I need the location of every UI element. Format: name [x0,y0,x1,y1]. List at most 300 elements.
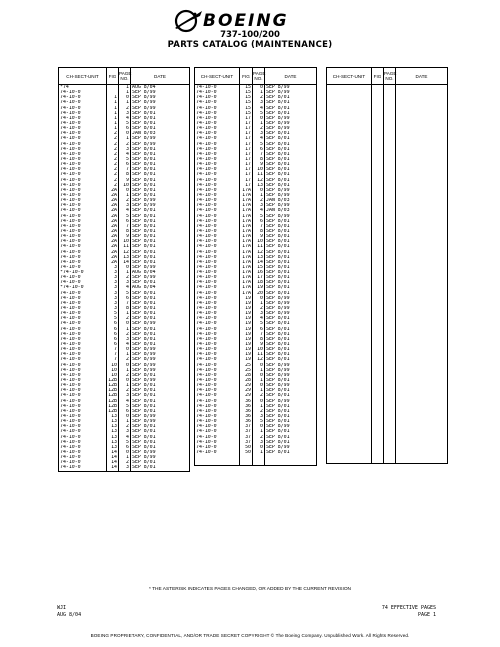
page-cell: 12 [119,250,131,255]
chapter-cell: 74-10-0 [59,357,107,362]
chapter-cell: 74-10-0 [195,306,240,311]
chapter-cell: *74-10-0 [59,270,107,275]
page-cell: 7 [253,224,265,229]
chapter-cell: 74-10-0 [195,85,240,91]
date-cell: SEP 8/99 [131,419,190,424]
chapter-cell: 74-10-0 [59,275,107,280]
page-cell: 11 [119,244,131,249]
fig-cell: 19 [240,347,253,352]
fig-cell: 2A [107,260,119,265]
fig-cell: 13 [107,445,119,450]
chapter-cell: 74-10-0 [195,296,240,301]
chapter-cell: 74-10-0 [59,393,107,398]
fig-cell: 3 [107,296,119,301]
page-cell: 13 [253,183,265,188]
date-cell: SEP 8/01 [131,178,190,183]
fig-cell: 14 [107,450,119,455]
date-cell: SEP 8/99 [131,414,190,419]
date-cell: SEP 8/01 [131,234,190,239]
page-cell: 0 [253,445,265,450]
date-cell: SEP 8/01 [265,152,317,157]
page-cell: 3 [119,203,131,208]
page-cell: 3 [253,131,265,136]
page-cell: 0 [119,450,131,455]
chapter-cell: 74-10-0 [195,167,240,172]
date-cell: SEP 8/01 [265,450,317,455]
date-cell: SEP 8/01 [265,131,317,136]
fig-cell: 28 [240,373,253,378]
chapter-cell: 74-10-0 [59,378,107,383]
chapter-cell: 74-10-0 [59,388,107,393]
fig-cell: 1 [107,111,119,116]
date-cell: SEP 8/01 [265,239,317,244]
date-cell: SEP 8/01 [131,167,190,172]
table-row [327,459,448,464]
page-cell: 20 [253,291,265,296]
date-cell: SEP 8/01 [265,142,317,147]
page-cell: 14 [253,260,265,265]
date-cell: SEP 8/01 [265,321,317,326]
date-cell: SEP 8/01 [131,219,190,224]
fig-cell: 17A [240,193,253,198]
date-cell: SEP 8/99 [265,85,317,91]
page-cell: 11 [253,244,265,249]
date-cell: SEP 8/01 [131,188,190,193]
date-cell: SEP 8/99 [131,378,190,383]
chapter-cell: 74-10-0 [195,111,240,116]
date-cell: SEP 8/01 [131,460,190,465]
page-cell: 4 [119,435,131,440]
fig-cell: 2A [107,214,119,219]
page-cell: 6 [119,219,131,224]
chapter-cell: 74-10-0 [59,121,107,126]
date-cell: SEP 8/01 [131,445,190,450]
fig-cell: 17A [240,270,253,275]
page-cell: 2 [119,357,131,362]
chapter-cell: 74-10-0 [195,95,240,100]
page-cell: 1 [119,419,131,424]
chapter-cell: 74-10-0 [59,126,107,131]
date-cell: AUG 8/04 [131,85,190,91]
table-row [195,460,317,465]
page-cell: 1 [253,368,265,373]
page-cell: 8 [253,229,265,234]
fig-cell: 12B [108,403,117,409]
col-header-fig: FIG [372,68,384,85]
fig-cell: 3 [107,285,119,290]
chapter-cell: 74-10-0 [195,136,240,141]
fig-cell: 17A [240,214,253,219]
date-cell: SEP 8/99 [265,203,317,208]
chapter-cell: 74-10-0 [195,368,240,373]
chapter-cell: 74-10-0 [59,208,107,213]
date-cell: SEP 8/99 [265,306,317,311]
date-cell: SEP 8/99 [131,198,190,203]
date-cell: SEP 8/01 [131,239,190,244]
fig-cell: 5 [107,316,119,321]
fig-cell: 2 [107,162,119,167]
chapter-cell: 74-10-0 [195,152,240,157]
fig-cell: 19 [240,342,253,347]
date-cell: SEP 8/99 [131,352,190,357]
chapter-cell: 74-10-0 [59,203,107,208]
date-cell: SEP 8/01 [131,244,190,249]
page-cell: 1 [119,136,131,141]
catalog-title: PARTS CATALOG (MAINTENANCE) [167,40,333,50]
col-header-chapter: CH-SECT-UNIT [327,68,372,85]
fig-cell: 17A [240,224,253,229]
date-cell: SEP 8/01 [131,291,190,296]
chapter-cell: 74-10-0 [195,409,240,414]
date-cell: SEP 8/01 [265,435,317,440]
page-cell: 5 [119,404,131,409]
fig-cell: 37 [240,435,253,440]
chapter-cell: 74-10-0 [195,419,240,424]
fig-cell: 37 [240,429,253,434]
date-cell: SEP 8/99 [265,90,317,95]
chapter-cell: 74-10-0 [59,383,107,388]
page-cell: 5 [253,321,265,326]
fig-cell: 19 [240,311,253,316]
page-cell: 1 [119,368,131,373]
chapter-cell: 74-10-0 [195,250,240,255]
date-cell: SEP 8/01 [131,465,190,471]
date-cell: SEP 8/99 [131,347,190,352]
date-cell: SEP 8/99 [131,106,190,111]
page-cell: 12 [253,250,265,255]
fig-cell: 36 [240,419,253,424]
col-header-page: PAGE NO. [119,68,131,85]
date-cell: SEP 8/99 [265,214,317,219]
page-cell: 2 [253,409,265,414]
chapter-cell: 74-10-0 [59,250,107,255]
chapter-cell: 74-10-0 [59,152,107,157]
page-cell: 6 [119,126,131,131]
chapter-cell: 74-10-0 [59,373,107,378]
chapter-cell: 74-10-0 [59,347,107,352]
fig-cell: 6 [107,337,119,342]
date-cell: SEP 8/99 [131,357,190,362]
date-cell: SEP 8/01 [265,229,317,234]
fig-cell: 2 [107,183,119,188]
fig-cell: 2A [107,203,119,208]
chapter-cell: 74-10-0 [59,193,107,198]
date-cell: SEP 8/01 [265,352,317,357]
fig-cell: 7 [107,352,119,357]
chapter-cell: 74-10-0 [195,234,240,239]
col-header-chapter: CH-SECT-UNIT [59,68,107,85]
fig-cell: 17 [240,131,253,136]
page-cell: 4 [253,316,265,321]
page-cell: 0 [253,424,265,429]
page-cell: 7 [119,224,131,229]
fig-cell [372,459,384,464]
date-cell: SEP 8/99 [131,100,190,105]
page-cell: 11 [253,352,265,357]
fig-cell: 14 [107,455,119,460]
chapter-cell: 74-10-0 [59,100,107,105]
revision-note: * THE ASTERISK INDICATES PAGES CHANGED, OR ADDED BY THE CURRENT REVISION [148,587,352,592]
date-cell: SEP 8/99 [265,116,317,121]
fig-cell: 17A [240,188,253,193]
fig-cell: 10 [107,368,119,373]
date-cell: SEP 8/01 [131,311,190,316]
fig-cell: 17 [240,126,253,131]
chapter-cell: 74-10-0 [195,260,240,265]
page-cell: 3 [119,393,131,398]
fig-cell: 17A [240,260,253,265]
date-cell: SEP 8/99 [265,424,317,429]
date-cell: SEP 8/01 [265,147,317,152]
fig-cell: 2A [107,255,119,260]
date-cell: SEP 8/01 [265,419,317,424]
fig-cell: 19 [240,296,253,301]
fig-cell: 13 [107,440,119,445]
page-cell: 18 [253,280,265,285]
fig-cell: 12B [108,378,117,384]
page-cell: 5 [119,121,131,126]
fig-cell: 2A [107,250,119,255]
fig-cell: 1 [107,116,119,121]
chapter-cell: 74-10-0 [59,368,107,373]
chapter-cell: 74-10-0 [195,116,240,121]
fig-cell: 17 [240,178,253,183]
chapter-cell: 74-10-0 [59,106,107,111]
date-cell: SEP 8/01 [265,219,317,224]
date-cell: SEP 8/99 [131,455,190,460]
fig-cell: 2 [107,178,119,183]
date-cell: SEP 8/01 [131,327,190,332]
page-cell: 12 [253,178,265,183]
page-cell: 1 [253,121,265,126]
page-cell: 5 [253,142,265,147]
page-cell: 15 [253,265,265,270]
fig-cell: 25 [240,368,253,373]
page-cell [384,459,396,464]
chapter-cell: 74-10-0 [195,188,240,193]
page-cell: 2 [119,460,131,465]
chapter-cell: 74-10-0 [59,440,107,445]
fig-cell: 6 [107,327,119,332]
page-cell: 0 [119,131,131,136]
page-cell: 7 [253,332,265,337]
page-cell: 10 [253,239,265,244]
page-cell: 2 [119,316,131,321]
date-cell: SEP 8/01 [131,306,190,311]
chapter-cell: 74-10-0 [59,239,107,244]
fig-cell: 15 [240,90,253,95]
chapter-cell: 74-10-0 [195,435,240,440]
date-cell: SEP 8/99 [265,373,317,378]
chapter-cell: 74-10-0 [195,429,240,434]
date-cell: SEP 8/01 [265,440,317,445]
chapter-cell: 74-10-0 [59,291,107,296]
fig-cell: 19 [240,301,253,306]
date-cell: SEP 8/99 [265,311,317,316]
chapter-cell: 74-10-0 [59,460,107,465]
fig-cell: 3 [107,306,119,311]
date-cell: JAN 8/03 [131,131,190,136]
date-cell: SEP 8/99 [265,126,317,131]
chapter-cell: 74-10-0 [195,332,240,337]
chapter-cell: 74-10-0 [59,260,107,265]
date-cell: SEP 8/01 [265,100,317,105]
fig-cell: 17 [240,142,253,147]
page-cell: 0 [119,188,131,193]
page-cell: 6 [119,296,131,301]
effective-pages-table-2 [194,67,317,466]
chapter-cell: 74-10-0 [59,445,107,450]
page-cell: 2 [253,95,265,100]
date-cell: SEP 8/01 [265,178,317,183]
date-cell: SEP 8/01 [265,280,317,285]
fig-cell: 17 [240,116,253,121]
fig-cell: 19 [240,316,253,321]
fig-cell: 17 [240,121,253,126]
effective-pages-table-1 [58,67,190,472]
fig-cell: 17 [240,147,253,152]
date-cell [265,460,317,465]
date-cell: SEP 8/01 [131,424,190,429]
fig-cell: 15 [240,95,253,100]
page-cell: 0 [253,373,265,378]
date-cell: SEP 8/01 [131,296,190,301]
chapter-cell: 74-10-0 [195,183,240,188]
date-cell: SEP 8/01 [131,399,190,404]
fig-cell: 17A [240,229,253,234]
page-cell: 2 [119,373,131,378]
chapter-cell: 74-10-0 [195,193,240,198]
chapter-cell: 74-10-0 [195,126,240,131]
chapter-cell: 74-10-0 [195,255,240,260]
date-cell: SEP 8/01 [265,255,317,260]
page-cell: 6 [119,409,131,414]
page-cell: 8 [253,337,265,342]
page-cell: 0 [253,296,265,301]
date-cell: SEP 8/01 [265,270,317,275]
page-cell: 4 [253,208,265,213]
chapter-cell: 74-10-0 [59,90,107,95]
chapter-cell: 74-10-0 [59,183,107,188]
page-cell: 5 [253,214,265,219]
fig-cell: 3 [107,270,119,275]
fig-cell: 2A [107,239,119,244]
date-cell: SEP 8/01 [265,414,317,419]
fig-cell: 17 [240,136,253,141]
chapter-cell: 74-10-0 [59,178,107,183]
page-cell: 10 [253,347,265,352]
page-cell: 7 [119,301,131,306]
page-cell: 1 [253,450,265,455]
date-cell: SEP 8/01 [131,172,190,177]
date-cell: SEP 8/99 [265,445,317,450]
chapter-cell: 74-10-0 [195,280,240,285]
chapter-cell: 74-10-0 [195,275,240,280]
page-cell: 6 [119,162,131,167]
fig-cell: 2A [107,188,119,193]
fig-cell: 17A [240,219,253,224]
chapter-cell: 74-10-0 [195,342,240,347]
page-cell: 2 [119,198,131,203]
chapter-cell: 74-10-0 [195,445,240,450]
date-cell: SEP 8/99 [131,203,190,208]
date-cell: SEP 8/01 [131,393,190,398]
date-cell: SEP 8/01 [131,229,190,234]
page-cell: 3 [253,100,265,105]
date-cell: SEP 8/01 [131,126,190,131]
chapter-cell: 74-10-0 [195,363,240,368]
chapter-cell: 74-10-0 [195,393,240,398]
date-cell: AUG 8/04 [131,270,190,275]
page-cell: 0 [119,347,131,352]
chapter-cell: 74-10-0 [195,229,240,234]
chapter-cell: 74-10-0 [59,296,107,301]
fig-cell: 14 [107,465,119,471]
date-cell: SEP 8/01 [265,327,317,332]
page-cell: 3 [119,147,131,152]
fig-cell: 15 [240,85,253,91]
fig-cell: 1 [107,100,119,105]
date-cell: SEP 8/01 [265,234,317,239]
page-cell: 2 [253,126,265,131]
chapter-cell: 74-10-0 [59,332,107,337]
date-cell: SEP 8/01 [265,393,317,398]
chapter-cell: 74-10-0 [59,172,107,177]
date-cell: SEP 8/01 [265,429,317,434]
page-cell: 1 [119,85,131,91]
chapter-cell: 74-10-0 [195,291,240,296]
chapter-cell: 74-10-0 [195,244,240,249]
date-cell: SEP 8/01 [131,214,190,219]
fig-cell: 12B [108,383,117,389]
chapter-cell: 74-10-0 [195,347,240,352]
date-cell: SEP 8/01 [265,404,317,409]
chapter-cell: 74-10-0 [59,352,107,357]
date-cell: SEP 8/99 [131,321,190,326]
date-cell: SEP 8/01 [131,373,190,378]
chapter-cell: 74-10-0 [59,234,107,239]
page-cell: 0 [253,116,265,121]
chapter-cell: 74-10-0 [59,224,107,229]
page-cell: 9 [119,234,131,239]
date-cell: SEP 8/99 [131,142,190,147]
date-cell: SEP 8/01 [265,250,317,255]
chapter-cell: 74-10-0 [59,255,107,260]
page-cell: 14 [119,260,131,265]
page-cell: 8 [119,229,131,234]
fig-cell: 14 [107,460,119,465]
chapter-cell: 74-10-0 [59,306,107,311]
fig-cell: 3 [107,265,119,270]
date-cell: SEP 8/01 [131,404,190,409]
date-cell: SEP 8/01 [131,337,190,342]
date-cell: SEP 8/01 [265,347,317,352]
page-cell: 7 [253,152,265,157]
fig-cell: 15 [240,106,253,111]
fig-cell: 12B [108,408,117,414]
date-cell: SEP 8/01 [131,409,190,414]
chapter-cell [327,459,372,464]
page-cell: 0 [253,85,265,91]
page-cell: 1 [119,383,131,388]
chapter-cell: 74-10-0 [195,373,240,378]
chapter-cell: 74-10-0 [59,116,107,121]
chapter-cell: 74-10-0 [195,162,240,167]
chapter-cell: 74-10-0 [195,131,240,136]
page-cell: 0 [119,414,131,419]
fig-cell: 6 [107,321,119,326]
chapter-cell: 74-10-0 [59,414,107,419]
